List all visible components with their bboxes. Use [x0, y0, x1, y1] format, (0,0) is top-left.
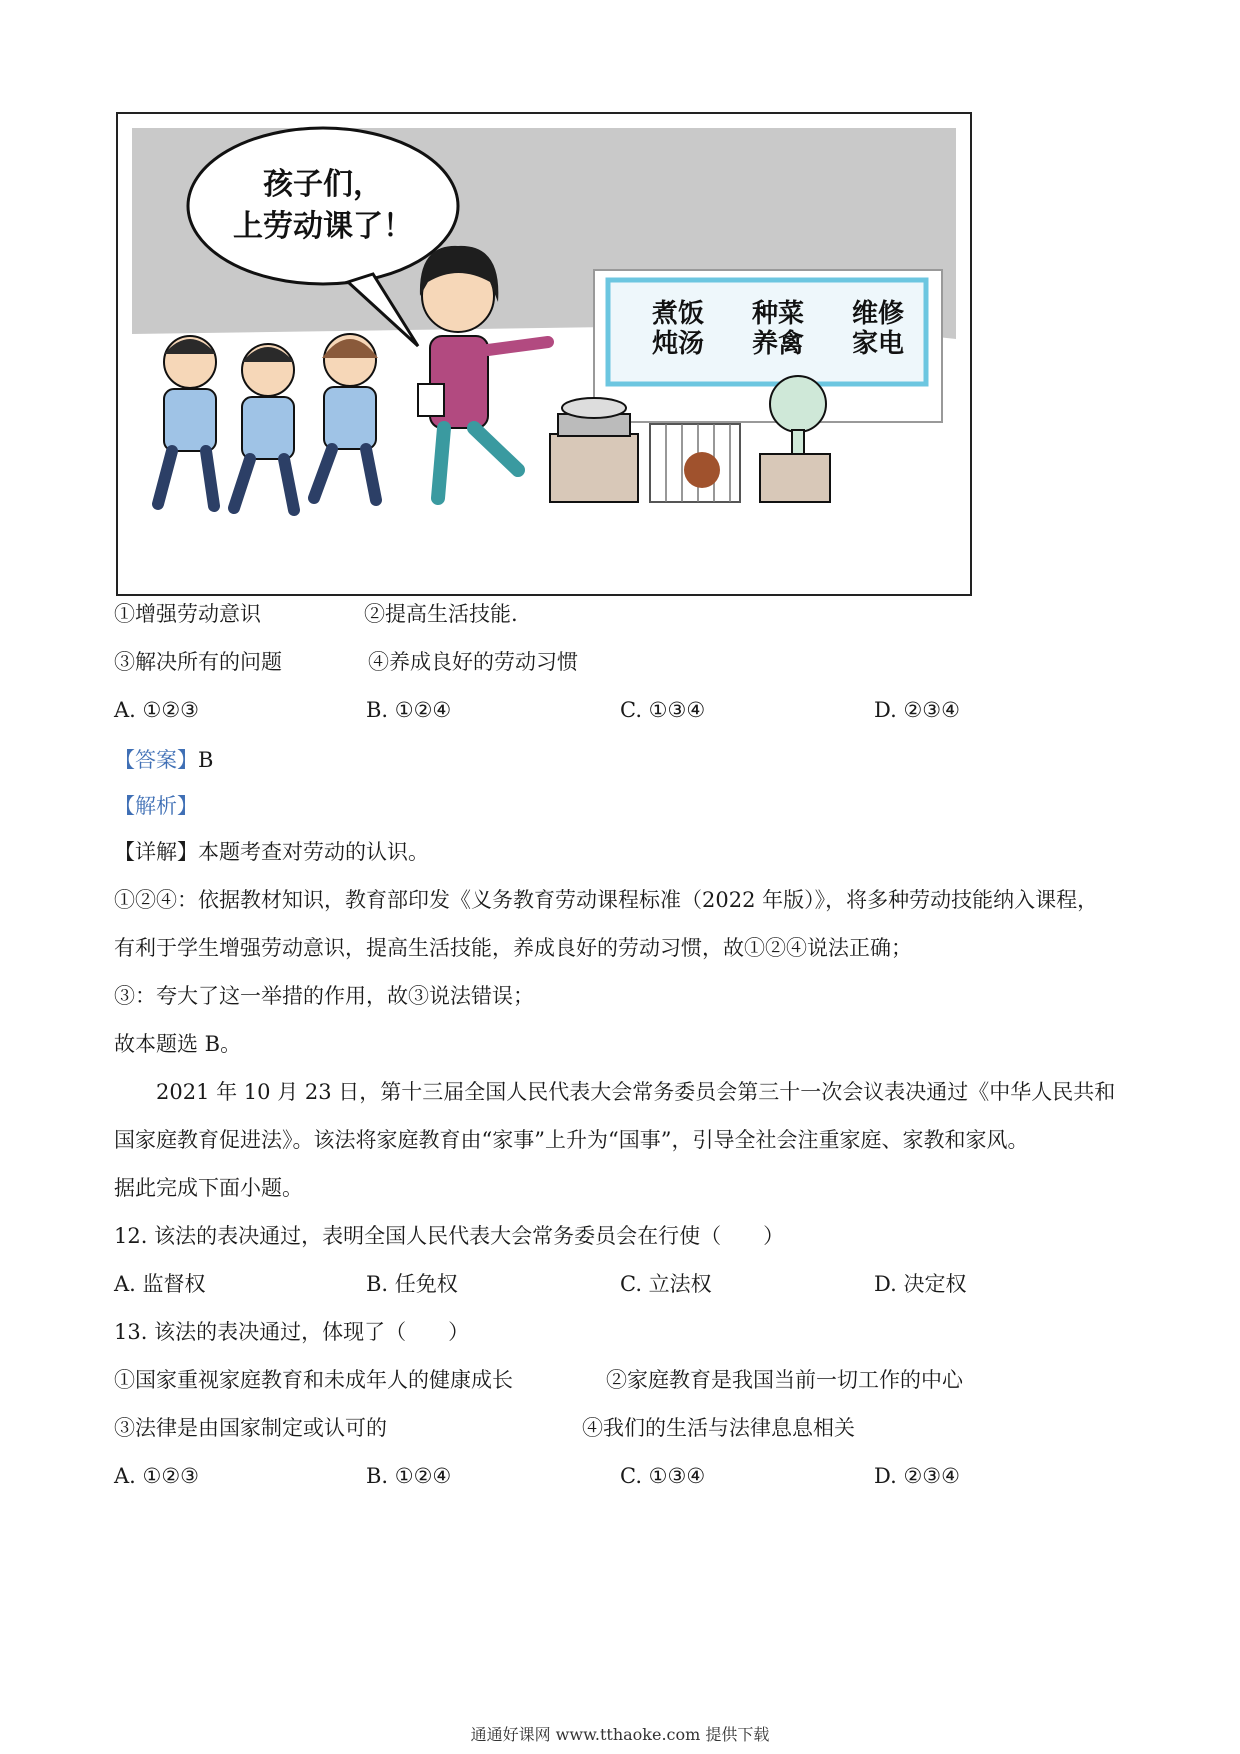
statement-4: ④养成良好的劳动习惯 — [368, 650, 578, 674]
q12-option-a: A. 监督权 — [114, 1272, 206, 1296]
cartoon-illustration — [118, 114, 970, 594]
option-a: A. ①②③ — [114, 698, 199, 722]
detail-label: 【详解】 — [114, 840, 198, 864]
board-text-1: 煮饭 — [651, 299, 705, 329]
analysis-label: 【解析】 — [114, 794, 198, 818]
board-text-6: 家电 — [851, 329, 905, 359]
q13-option-c: C. ①③④ — [620, 1464, 706, 1488]
statement-3: ③解决所有的问题 — [114, 650, 282, 674]
q13-statement-4: ④我们的生活与法律息息相关 — [582, 1416, 855, 1440]
q13-option-d: D. ②③④ — [874, 1464, 960, 1488]
speech-bubble — [188, 128, 458, 284]
labor-class-cartoon — [116, 112, 972, 596]
answer-line — [114, 746, 213, 774]
answer-value: B — [198, 748, 214, 772]
q13-option-a: A. ①②③ — [114, 1464, 199, 1488]
board-text-5: 维修 — [851, 299, 905, 329]
explanation-4: 故本题选 B。 — [114, 1032, 242, 1056]
explanation-3: ③：夸大了这一举措的作用，故③说法错误； — [114, 984, 534, 1008]
option-c: C. ①③④ — [620, 698, 706, 722]
explanation-1: ①②④：依据教材知识，教育部印发《义务教育劳动课程标准（2022 年版）》，将多种劳动技能纳入课程， — [114, 888, 1099, 912]
q12-stem: 12. 该法的表决通过，表明全国人民代表大会常务委员会在行使（ ） — [114, 1224, 785, 1248]
statement-1: ①增强劳动意识 — [114, 602, 261, 626]
option-d: D. ②③④ — [874, 698, 960, 722]
option-b: B. ①②④ — [366, 698, 452, 722]
board-text-3: 种菜 — [751, 299, 805, 329]
explanation-2: 有利于学生增强劳动意识，提高生活技能，养成良好的劳动习惯，故①②④说法正确； — [114, 936, 912, 960]
q13-option-b: B. ①②④ — [366, 1464, 452, 1488]
speech-line-2: 上劳动课了！ — [233, 209, 413, 244]
q13-statement-3: ③法律是由国家制定或认可的 — [114, 1416, 387, 1440]
board-text-2: 炖汤 — [651, 329, 705, 359]
detail-line — [114, 838, 429, 866]
q13-statement-2: ②家庭教育是我国当前一切工作的中心 — [606, 1368, 963, 1392]
analysis-line — [114, 792, 198, 820]
q13-stem: 13. 该法的表决通过，体现了（ ） — [114, 1320, 470, 1344]
intro-line-1: 2021 年 10 月 23 日，第十三届全国人民代表大会常务委员会第三十一次会议表决通过《中华人民共和 — [156, 1080, 1116, 1104]
q13-statement-1: ①国家重视家庭教育和未成年人的健康成长 — [114, 1368, 513, 1392]
q12-option-c: C. 立法权 — [620, 1272, 712, 1296]
answer-label: 【答案】 — [114, 748, 198, 772]
speech-line-1: 孩子们， — [263, 167, 383, 202]
statement-2: ②提高生活技能. — [364, 602, 518, 626]
intro-line-2: 国家庭教育促进法》。该法将家庭教育由“家事”上升为“国事”，引导全社会注重家庭、家教和家风。 — [114, 1128, 1029, 1152]
page-footer: 通通好课网 www.tthaoke.com 提供下载 — [470, 1725, 770, 1744]
q12-option-b: B. 任免权 — [366, 1272, 458, 1296]
q12-option-d: D. 决定权 — [874, 1272, 967, 1296]
stove — [550, 398, 638, 502]
detail-text: 本题考查对劳动的认识。 — [198, 840, 429, 864]
intro-line-3: 据此完成下面小题。 — [114, 1176, 303, 1200]
board-text-4: 养禽 — [751, 329, 805, 359]
